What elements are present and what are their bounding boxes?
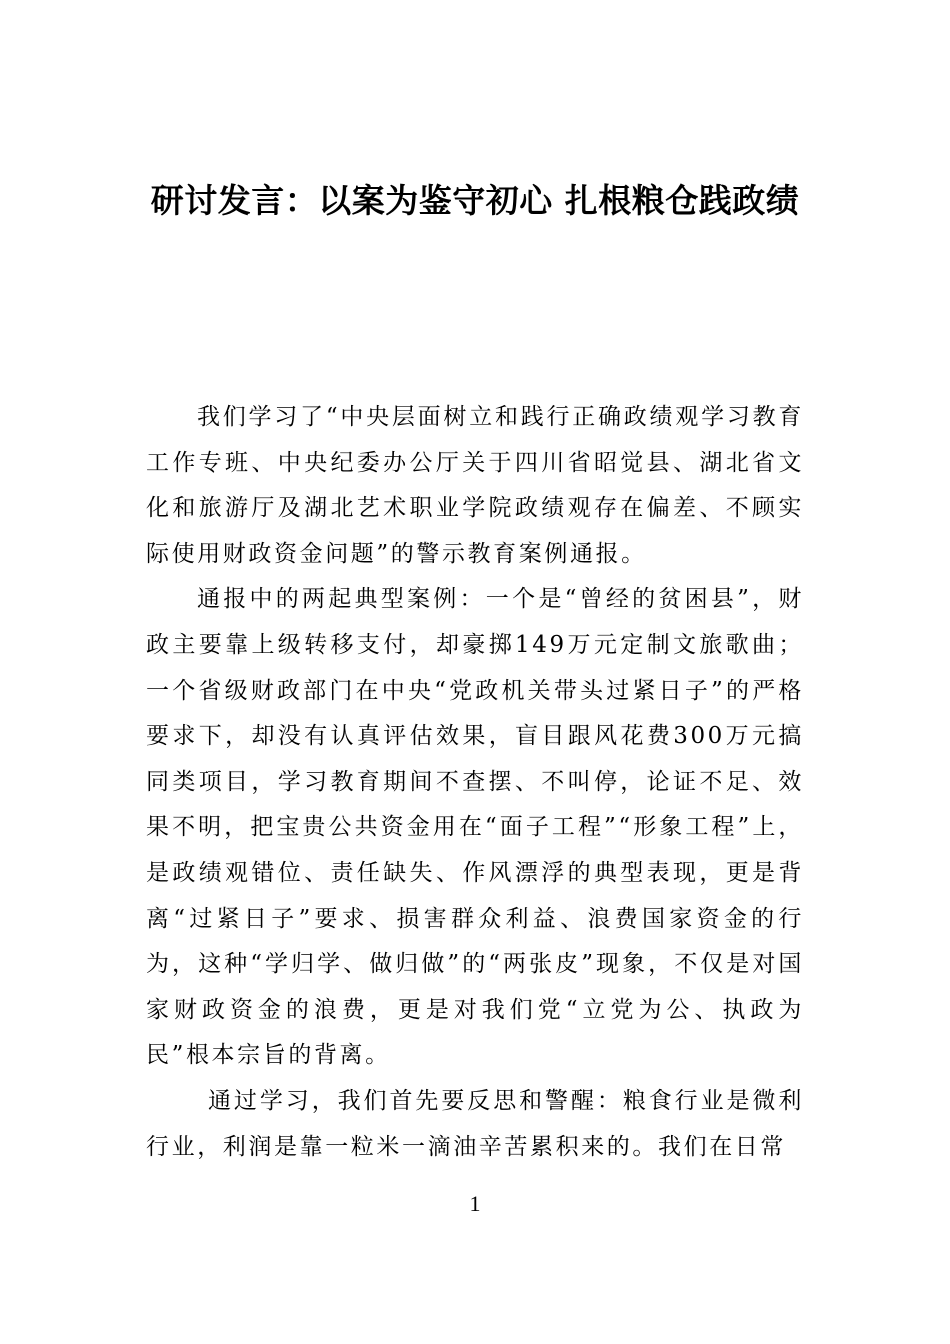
paragraph-3: 通过学习，我们首先要反思和警醒：粮食行业是微利行业，利润是靠一粒米一滴油辛苦累积来的。我们在日常	[146, 1087, 804, 1160]
page-number: 1	[469, 1191, 481, 1216]
document-body	[146, 395, 804, 1170]
document-title: 研讨发言：以案为鉴守初心 扎根粮仓践政绩	[150, 181, 800, 220]
paragraph-1: 我们学习了“中央层面树立和践行正确政绩观学习教育工作专班、中央纪委办公厅关于四川省昭觉县、湖北省文化和旅游厅及湖北艺术职业学院政绩观存在偏差、不顾实际使用财政资金问题”的警示教育案例通报。	[146, 404, 804, 567]
paragraph-2: 通报中的两起典型案例：一个是“曾经的贫困县”，财政主要靠上级转移支付，却豪掷149万元定制文旅歌曲；一个省级财政部门在中央“党政机关带头过紧日子”的严格要求下，却没有认真评估效果，盲目跟风花费300万元搞同类项目，学习教育期间不查摆、不叫停，论证不足、效果不明，把宝贵公共资金用在“面子工程”“形象工程”上，是政绩观错位、责任缺失、作风漂浮的典型表现，更是背离“过紧日子”要求、损害群众利益、浪费国家资金的行为，这种“学归学、做归做”的“两张皮”现象，不仅是对国家财政资金的浪费，更是对我们党“立党为公、执政为民”根本宗旨的背离。	[146, 586, 804, 1069]
